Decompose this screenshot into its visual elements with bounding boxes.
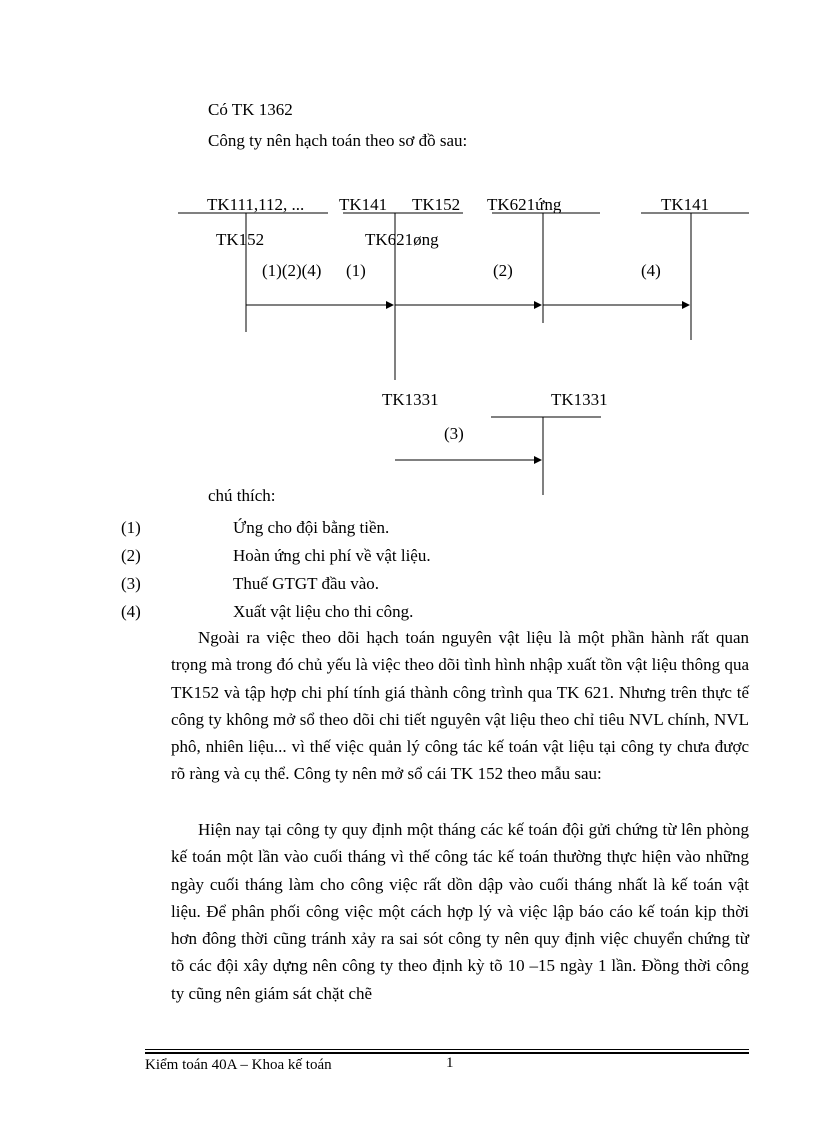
paragraph-text: Hiện nay tại công ty quy định một tháng các kế toán đội gửi chứng từ lên phòng kế toán một lần vào cuối tháng vì thế công tác kế toán thường thực hiện vào những ngày cuối tháng làm cho công việc rất dồn dập vào cuối tháng nhất là kế toán vật liệu. Để phân phối công việc một cách hợp lý và việc lập báo cáo kế toán kịp thời hơn đông thời cũng tránh xảy ra sai sót công ty nên quy định việc chuyển chứng từ tõ các đội xây dựng nên công ty theo định kỳ tõ 10 –15 ngày 1 lần. Đồng thời công ty cũng nên giám sát chặt chẽ xyxy=(171,820,749,1003)
body-paragraph-1 xyxy=(171,624,749,788)
footer-rule-bottom xyxy=(145,1052,749,1054)
label-tk621-top: TK621ứng xyxy=(487,195,562,214)
label-flow-4: (4) xyxy=(641,261,661,280)
notes-title: chú thích: xyxy=(208,486,276,505)
accounting-diagram xyxy=(0,0,816,520)
label-tk152-left: TK152 xyxy=(216,230,265,249)
label-tk1331-right: TK1331 xyxy=(551,390,608,409)
note-text: Thuế GTGT đầu vào. xyxy=(233,574,380,593)
note-number: (2) xyxy=(121,546,141,565)
page-number: 1 xyxy=(446,1055,454,1071)
label-tk111: TK111,112, ... xyxy=(207,195,305,214)
label-flow-1: (1) xyxy=(346,261,366,280)
label-tk141-mid: TK141 xyxy=(339,195,388,214)
label-flow-2: (2) xyxy=(493,261,513,280)
label-tk152-mid: TK152 xyxy=(412,195,461,214)
footer-rule-top xyxy=(145,1049,749,1050)
note-text: Hoàn ứng chi phí về vật liệu. xyxy=(233,546,431,565)
footer-text: Kiểm toán 40A – Khoa kế toán xyxy=(145,1057,332,1073)
label-flow-124: (1)(2)(4) xyxy=(262,261,322,280)
label-tk621-sub: TK621øng xyxy=(365,230,439,249)
label-tk1331-left: TK1331 xyxy=(382,390,439,409)
label-tk141-right: TK141 xyxy=(661,195,710,214)
note-number: (1) xyxy=(121,518,141,537)
note-text: Xuất vật liệu cho thi công. xyxy=(233,602,414,621)
body-paragraph-2 xyxy=(171,816,749,1007)
note-text: Ứng cho đội bằng tiền. xyxy=(233,518,390,537)
note-number: (3) xyxy=(121,574,141,593)
note-number: (4) xyxy=(121,602,141,621)
header-line-1: Có TK 1362 xyxy=(208,100,293,119)
header-line-2: Công ty nên hạch toán theo sơ đồ sau: xyxy=(208,131,468,150)
paragraph-text: Ngoài ra việc theo dõi hạch toán nguyên vật liệu là một phần hành rất quan trọng mà trong đó chủ yếu là việc theo dõi tình hình nhập xuất tồn vật liệu thông qua TK152 và tập hợp chi phí tính giá thành công trình qua TK 621. Nhưng trên thực tế công ty không mở sổ theo dõi chi tiết nguyên vật liệu theo chỉ tiêu NVL chính, NVL phô, nhiên liệu... vì thế việc quản lý công tác kế toán vật liệu tại công ty chưa được rõ ràng và cụ thể. Công ty nên mở sổ cái TK 152 theo mẫu sau: xyxy=(171,628,749,784)
label-flow-3: (3) xyxy=(444,424,464,443)
